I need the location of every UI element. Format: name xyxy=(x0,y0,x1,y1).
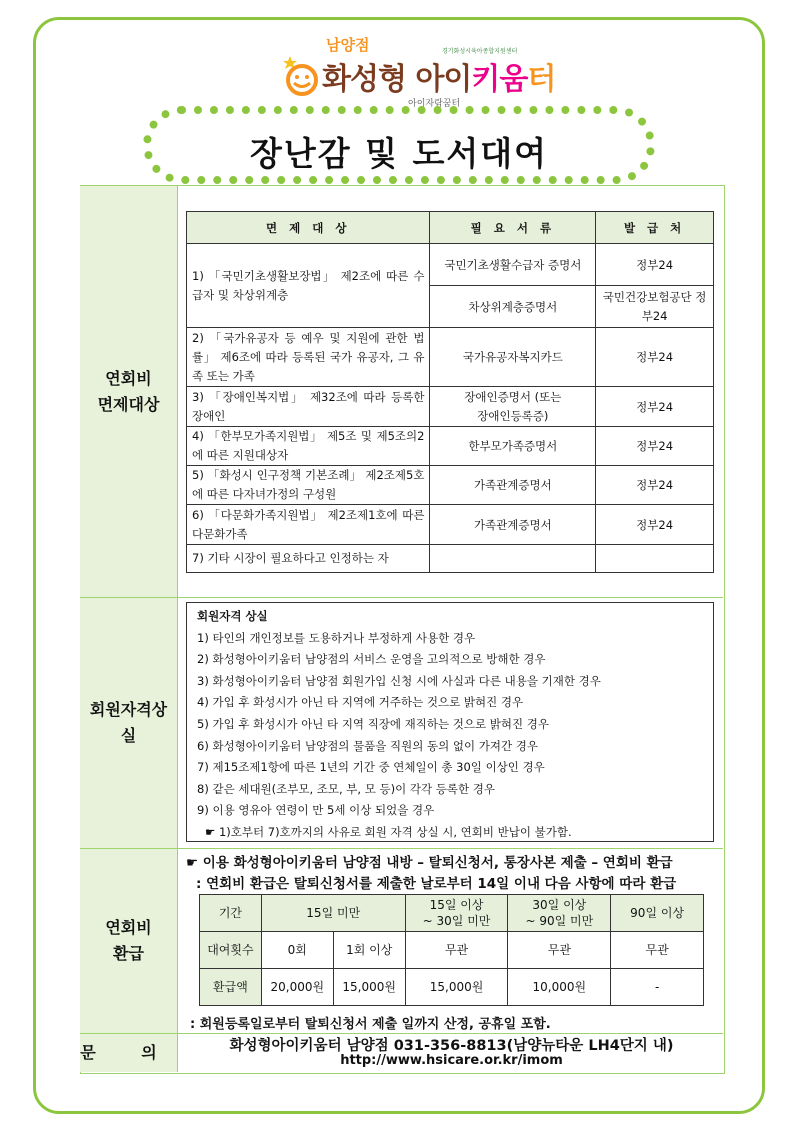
table-header: 필 요 서 류 xyxy=(430,212,596,244)
cell-line: ~ 90일 미만 xyxy=(525,914,594,928)
table-row xyxy=(187,244,714,286)
exempt-label-line1: 연회비 xyxy=(105,368,152,388)
table-cell: 15,000원 xyxy=(333,969,405,1006)
exempt-issuer: 국민건강보험공단 정부24 xyxy=(596,286,714,328)
exempt-doc: 가족관계증명서 xyxy=(430,505,596,545)
list-item: 3) 화성형아이키움터 남양점 회원가입 신청 시에 사실과 다른 내용을 기재한 경우 xyxy=(197,673,601,688)
exempt-doc: 차상위계층증명서 xyxy=(430,286,596,328)
exempt-doc: 장애인증명서 (또는 장애인등록증) xyxy=(430,387,596,427)
exempt-target: 2) 「국가유공자 등 예우 및 지원에 관한 법률」 제6조에 따라 등록된 국가 유공자, 그 유족 또는 가족 xyxy=(187,328,430,387)
refund-section-label xyxy=(80,849,178,1033)
exempt-doc: 국가유공자복지카드 xyxy=(430,328,596,387)
smile-logo-icon xyxy=(282,56,320,96)
cell-line: ~ 30일 미만 xyxy=(422,914,491,928)
table-row xyxy=(200,969,704,1006)
table-cell: 1회 이상 xyxy=(333,932,405,969)
logo-org: 경기화성시육아종합지원센터 xyxy=(442,48,518,55)
exempt-target: 3) 「장애인복지법」 제32조에 따라 등록한 장애인 xyxy=(187,387,430,427)
page-title: 장난감 및 도서대여 xyxy=(249,134,548,173)
membership-loss-box xyxy=(186,602,714,842)
table-cell: 대여횟수 xyxy=(200,932,262,969)
exempt-table xyxy=(186,211,714,573)
exempt-doc: 한부모가족증명서 xyxy=(430,427,596,466)
table-cell: 15,000원 xyxy=(405,969,508,1006)
exempt-target: 5) 「화성시 인구정책 기본조례」 제2조제5호에 따른 다자녀가정의 구성원 xyxy=(187,466,430,505)
exempt-label-line2: 면제대상 xyxy=(97,394,160,414)
divider xyxy=(80,597,723,598)
table-cell: 90일 이상 xyxy=(611,895,704,932)
logo xyxy=(282,36,556,109)
list-item: 5) 가입 후 화성시가 아닌 타 지역 직장에 재직하는 것으로 밝혀진 경우 xyxy=(197,716,549,731)
table-cell: 환급액 xyxy=(200,969,262,1006)
loss-label-line2: 실 xyxy=(120,726,137,745)
loss-section-label xyxy=(80,598,178,848)
exempt-issuer: 정부24 xyxy=(596,387,714,427)
table-cell: 15일 미만 xyxy=(261,895,405,932)
title-box xyxy=(143,106,655,184)
exempt-doc: 국민기초생활수급자 증명서 xyxy=(430,244,596,286)
table-cell: 20,000원 xyxy=(261,969,333,1006)
exempt-doc: 가족관계증명서 xyxy=(430,466,596,505)
logo-name-2: 키움 xyxy=(471,62,528,97)
loss-heading: 회원자격 상실 xyxy=(197,609,268,623)
contact-section-label xyxy=(80,1034,178,1072)
contact-url[interactable]: http://www.hsicare.or.kr/imom xyxy=(340,1053,563,1068)
table-cell: 기간 xyxy=(200,895,262,932)
logo-tagline: 아이자람꿈터 xyxy=(408,99,461,109)
table-cell: 무관 xyxy=(405,932,508,969)
table-cell: - xyxy=(611,969,704,1006)
exempt-issuer: 정부24 xyxy=(596,466,714,505)
list-item: 2) 화성형아이키움터 남양점의 서비스 운영을 고의적으로 방해한 경우 xyxy=(197,652,546,667)
exempt-target: 7) 기타 시장이 필요하다고 인정하는 자 xyxy=(187,545,430,573)
cell-line: 15일 이상 xyxy=(429,898,484,912)
exempt-target: 6) 「다문화가족지원법」 제2조제1호에 따른 다문화가족 xyxy=(187,505,430,545)
table-row xyxy=(187,328,714,387)
refund-table xyxy=(199,894,704,1006)
exempt-issuer: 정부24 xyxy=(596,427,714,466)
list-item: 4) 가입 후 화성시가 아닌 타 지역에 거주하는 것으로 밝혀진 경우 xyxy=(197,695,524,710)
list-item: 8) 같은 세대원(조부모, 조모, 부, 모 등)이 각각 등록한 경우 xyxy=(197,781,495,796)
logo-branch: 남양점 xyxy=(326,36,370,54)
table-row xyxy=(187,387,714,427)
refund-line1: ☛ 이용 화성형아이키움터 남양점 내방 – 탈퇴신청서, 통장사본 제출 – 연회비 환급 xyxy=(186,855,673,871)
loss-label-line1: 회원자격상 xyxy=(89,700,168,719)
exempt-doc xyxy=(430,545,596,573)
table-row xyxy=(187,505,714,545)
refund-label-line2: 환급 xyxy=(113,944,144,963)
table-cell: 무관 xyxy=(508,932,611,969)
logo-name-1: 화성형 아이 xyxy=(322,62,472,97)
table-row xyxy=(200,932,704,969)
table-cell xyxy=(508,895,611,932)
divider xyxy=(80,848,723,849)
list-item: 9) 이용 영유아 연령이 만 5세 이상 되었을 경우 xyxy=(197,803,435,818)
table-header: 면 제 대 상 xyxy=(187,212,430,244)
table-row xyxy=(187,545,714,573)
table-row xyxy=(200,895,704,932)
table-row xyxy=(187,427,714,466)
refund-note: : 회원등록일로부터 탈퇴신청서 제출 일까지 산정, 공휴일 포함. xyxy=(190,1017,551,1032)
cell-line: 30일 이상 xyxy=(532,898,587,912)
logo-name-3: 터 xyxy=(527,62,556,97)
table-cell: 10,000원 xyxy=(508,969,611,1006)
list-item: 1) 타인의 개인정보를 도용하거나 부정하게 사용한 경우 xyxy=(197,630,476,645)
list-item: 6) 화성형아이키움터 남양점의 물품을 직원의 동의 없이 가져간 경우 xyxy=(197,738,538,753)
exempt-issuer: 정부24 xyxy=(596,328,714,387)
refund-line2: : 연회비 환급은 탈퇴신청서를 제출한 날로부터 14일 이내 다음 사항에 따라 환급 xyxy=(196,876,677,892)
list-item: 7) 제15조제1항에 따른 1년의 기간 중 연체일이 총 30일 이상인 경우 xyxy=(197,760,545,775)
exempt-section-label xyxy=(80,186,178,597)
exempt-issuer: 정부24 xyxy=(596,505,714,545)
loss-note: ☛ 1)호부터 7)호까지의 사유로 회원 자격 상실 시, 연회비 반납이 불가함. xyxy=(205,824,572,839)
exempt-target: 4) 「한부모가족지원법」 제5조 및 제5조의2에 따른 지원대상자 xyxy=(187,427,430,466)
table-header: 발 급 처 xyxy=(596,212,714,244)
contact-info: 화성형아이키움터 남양점 031-356-8813(남양뉴타운 LH4단지 내) xyxy=(229,1038,674,1054)
table-cell xyxy=(405,895,508,932)
exempt-issuer xyxy=(596,545,714,573)
table-row xyxy=(187,466,714,505)
refund-label-line1: 연회비 xyxy=(105,918,152,937)
contact-label: 문 의 xyxy=(80,1043,177,1062)
exempt-target: 1) 「국민기초생활보장법」 제2조에 따른 수급자 및 차상위계층 xyxy=(187,244,430,328)
table-cell: 무관 xyxy=(611,932,704,969)
table-cell: 0회 xyxy=(261,932,333,969)
logo-name xyxy=(322,54,555,98)
exempt-issuer: 정부24 xyxy=(596,244,714,286)
